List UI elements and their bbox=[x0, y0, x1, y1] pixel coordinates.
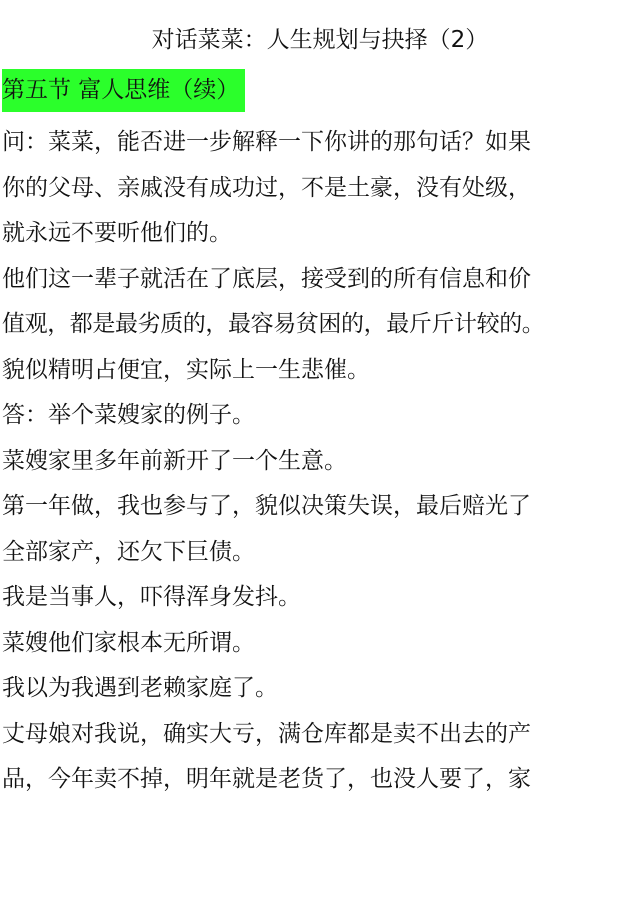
text-line: 丈母娘对我说，确实大亏，满仓库都是卖不出去的产 bbox=[2, 720, 531, 747]
text-line: 答：举个菜嫂家的例子。 bbox=[2, 402, 255, 428]
text-line: 我是当事人，吓得浑身发抖。 bbox=[2, 584, 301, 610]
text-line: 问：菜菜，能否进一步解释一下你讲的那句话？如果 bbox=[2, 129, 531, 155]
text-line: 菜嫂他们家根本无所谓。 bbox=[2, 629, 255, 656]
page-title: 对话菜菜：人生规划与抉择（2） bbox=[151, 27, 489, 53]
text-line: 貌似精明占便宜，实际上一生悲催。 bbox=[2, 356, 370, 383]
text-line: 我以为我遇到老赖家庭了。 bbox=[2, 675, 278, 701]
text-line: 值观，都是最劣质的，最容易贫困的，最斤斤计较的。 bbox=[2, 311, 545, 337]
text-line: 你的父母、亲戚没有成功过，不是土豪，没有处级， bbox=[2, 174, 531, 201]
text-line: 第一年做，我也参与了，貌似决策失误，最后赔光了 bbox=[2, 493, 531, 519]
text-line: 就永远不要听他们的。 bbox=[2, 220, 232, 246]
article-body bbox=[2, 120, 638, 803]
section-heading: 第五节 富人思维（续） bbox=[2, 69, 245, 112]
text-line: 他们这一辈子就活在了底层，接受到的所有信息和价 bbox=[2, 265, 531, 292]
text-line: 品，今年卖不掉，明年就是老货了，也没人要了，家 bbox=[2, 766, 531, 792]
text-line: 全部家产，还欠下巨债。 bbox=[2, 538, 255, 565]
text-line: 菜嫂家里多年前新开了一个生意。 bbox=[2, 447, 347, 474]
